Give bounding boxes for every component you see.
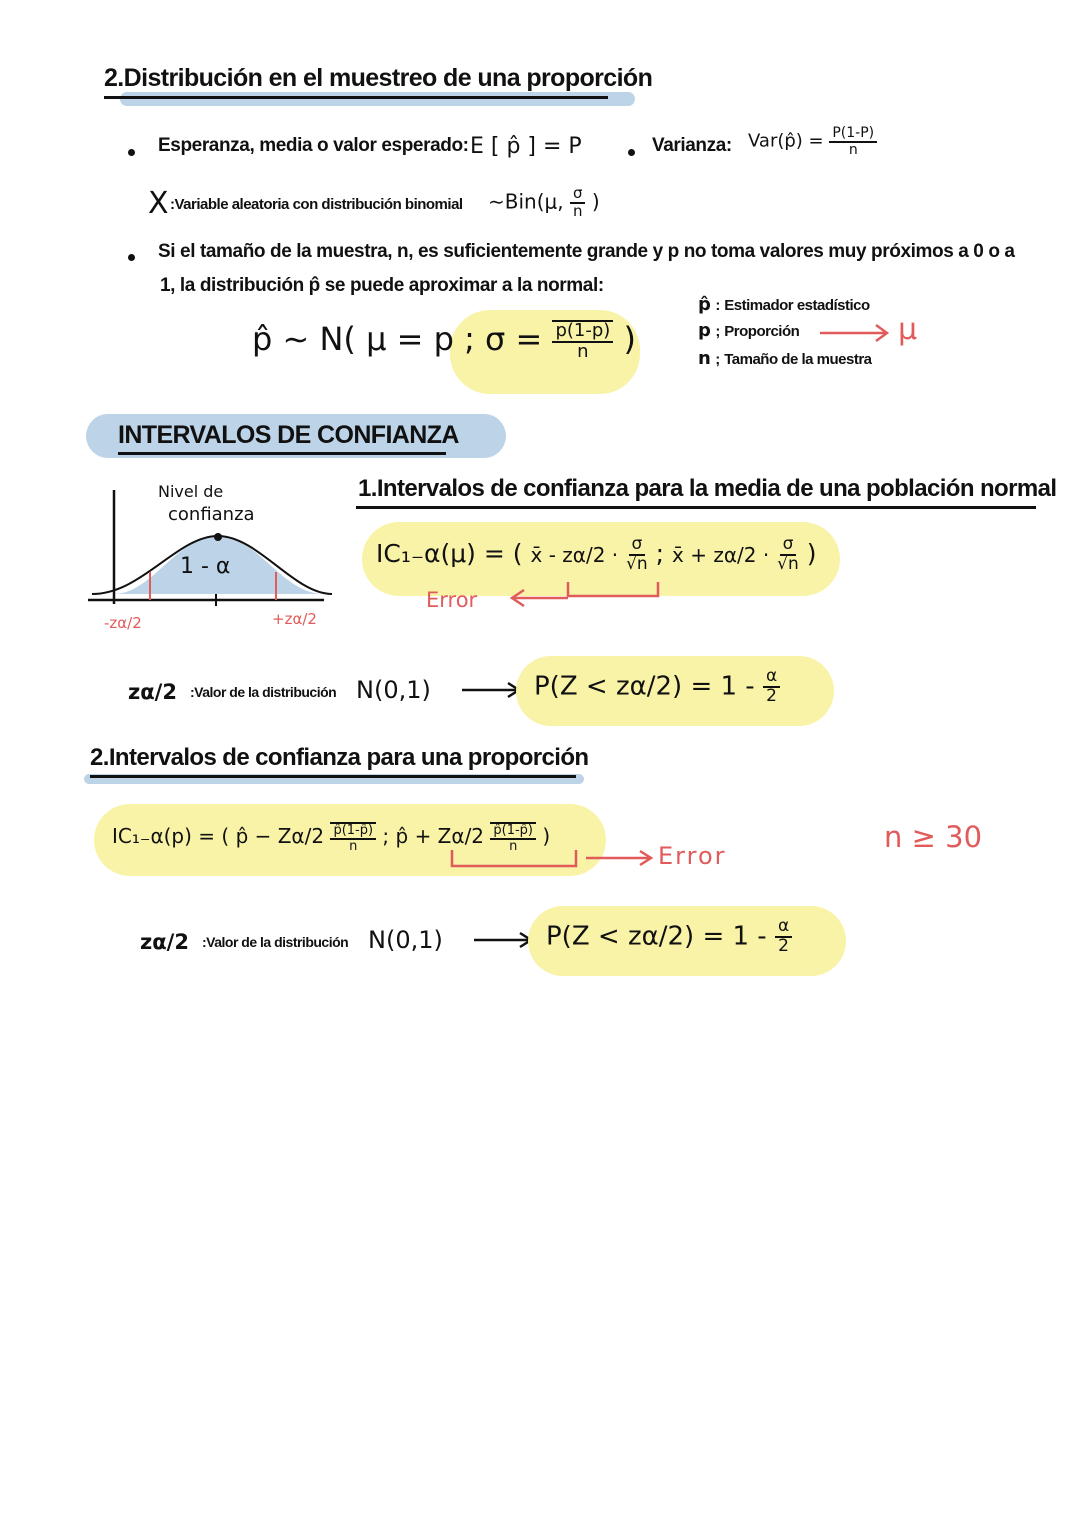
normal-text-line2: 1, la distribución p̂ se puede aproximar a la normal: [160, 275, 604, 296]
x-symbol: X [148, 186, 169, 221]
z2-prob-fraction [775, 918, 792, 956]
ic-mean-sigma: σ [629, 536, 646, 556]
x-dist-numerator: σ [570, 186, 586, 204]
expectation-label: Esperanza, media o valor esperado: [158, 135, 469, 156]
z2-prob-text: P(Z < zα/2) = 1 - [546, 921, 767, 952]
z2-distribution: N(0,1) [368, 926, 443, 954]
z-prob-denominator: 2 [766, 685, 777, 706]
error-label-prop: Error [658, 842, 727, 870]
legend-symbol: p̂ [698, 294, 711, 315]
legend-symbol: n [698, 348, 711, 369]
z2-prob-numerator: α [775, 918, 792, 938]
z-probability [534, 668, 780, 706]
graph-right-label: +zα/2 [272, 610, 317, 628]
section-title-sampling: 2.Distribución en el muestreo de una proporción [104, 64, 653, 92]
bullet [128, 149, 135, 156]
legend-sep: : [715, 297, 720, 314]
normal-formula-numerator: p(1-p) [552, 320, 613, 343]
ic-prop-part2: p̂ + Zα/2 [395, 824, 485, 849]
normal-formula-denominator: n [577, 341, 589, 362]
variance-fraction [829, 126, 877, 157]
z-distribution: N(0,1) [356, 676, 431, 704]
ic-prop-numerator: p̂(1-p̂) [330, 822, 376, 840]
variance-label: Varianza: [652, 135, 732, 156]
ic-mean-sigma: σ [780, 536, 797, 556]
subsection-underline [356, 506, 1036, 509]
subsection-title-mean: 1.Intervalos de confianza para la media de una población normal [358, 475, 1057, 502]
x-dist-close: ) [591, 189, 600, 214]
subsection-title-proportion: 2.Intervalos de confianza para una proporción [90, 744, 589, 771]
ic-mean-sqrt: √n [626, 553, 648, 574]
legend-symbol: p [698, 320, 711, 341]
bullet [128, 254, 135, 261]
ic-prop-sep: ; [382, 824, 390, 849]
legend-label: Estimador estadístico [724, 297, 870, 314]
graph-left-label: -zα/2 [104, 614, 142, 632]
normal-formula [252, 320, 636, 362]
legend-label: Tamaño de la muestra [724, 351, 872, 368]
title-underline [104, 96, 608, 99]
ic-prop-numerator: p̂(1-p̂) [490, 822, 536, 840]
z2-prob-denominator: 2 [778, 935, 789, 956]
ic-mean-sqrt: √n [777, 553, 799, 574]
normal-formula-sigma: σ = [485, 320, 543, 358]
legend-item [698, 348, 872, 374]
normal-text-line1: Si el tamaño de la muestra, n, es suficientemente grande y p no toma valores muy próximos a 0 o a [158, 241, 1015, 262]
x-dist-fraction [570, 186, 586, 220]
z2-probability [546, 918, 792, 956]
x-dist-denominator: n [572, 201, 583, 220]
x-dist-text: ∼Bin(μ, [488, 189, 564, 214]
ic-mean-part2: x̄ + zα/2 · [672, 542, 770, 567]
ic-prop-lhs: IC₁₋α(p) = ( [112, 824, 230, 849]
bullet [628, 149, 635, 156]
error-bracket-prop [446, 846, 656, 874]
normal-formula-fraction [552, 320, 613, 362]
ic-mean-sep: ; [655, 538, 665, 568]
ic-prop-denominator: n [349, 838, 358, 854]
variance-denominator: n [848, 141, 858, 158]
expectation-formula: E [ p̂ ] = P [470, 134, 582, 159]
legend-label: Proporción [724, 323, 800, 340]
z-prob-fraction [763, 668, 780, 706]
z-description: :Valor de la distribución [190, 684, 337, 700]
ic-mean-lhs: IC₁₋α(μ) = ( [376, 538, 523, 568]
error-bracket-mean [500, 580, 670, 608]
peak-dot [214, 533, 222, 541]
legend-sep: ; [715, 351, 720, 368]
graph-label-line1: Nivel de [158, 482, 224, 501]
z2-symbol: zα/2 [140, 930, 189, 954]
normal-formula-left: p̂ ∼ N( μ = p ; [252, 320, 475, 358]
ic-mean-part1: x̄ - zα/2 · [530, 542, 619, 567]
ic-mean-fraction-2 [777, 536, 799, 574]
graph-center-label: 1 - α [180, 554, 231, 579]
ic-prop-part1: p̂ − Zα/2 [235, 824, 325, 849]
legend-item [698, 294, 872, 320]
legend-mu: μ [898, 312, 918, 347]
x-description: :Variable aleatoria con distribución binomial [170, 196, 463, 213]
subsection-underline [90, 775, 576, 778]
variance-formula [748, 126, 877, 157]
legend-sep: ; [715, 323, 720, 340]
ic-prop-close: ) [542, 824, 551, 849]
ic-mean-close: ) [806, 538, 817, 568]
arrow-right-icon [460, 680, 524, 700]
z2-description: :Valor de la distribución [202, 934, 349, 950]
arrow-right-icon [472, 930, 536, 950]
normal-formula-close: ) [623, 320, 636, 358]
section-title-intervals: INTERVALOS DE CONFIANZA [118, 421, 459, 449]
intervals-title-underline [118, 452, 446, 455]
ic-mean-fraction-1 [626, 536, 648, 574]
variance-numerator: P(1-P) [829, 126, 877, 143]
graph-label-line2: confianza [168, 504, 255, 525]
ic-mean-formula [376, 536, 817, 574]
title-highlight [120, 92, 635, 106]
ic-prop-fraction-1 [330, 822, 376, 853]
z-symbol: zα/2 [128, 680, 177, 704]
variance-lhs: Var(p̂) = [748, 130, 824, 152]
arrow-right-icon [818, 322, 892, 344]
z-prob-text: P(Z < zα/2) = 1 - [534, 671, 755, 702]
x-distribution [488, 186, 600, 220]
error-label: Error [426, 588, 478, 612]
ic-prop-denominator: n [509, 838, 518, 854]
z-prob-numerator: α [763, 668, 780, 688]
n-condition: n ≥ 30 [884, 820, 983, 854]
